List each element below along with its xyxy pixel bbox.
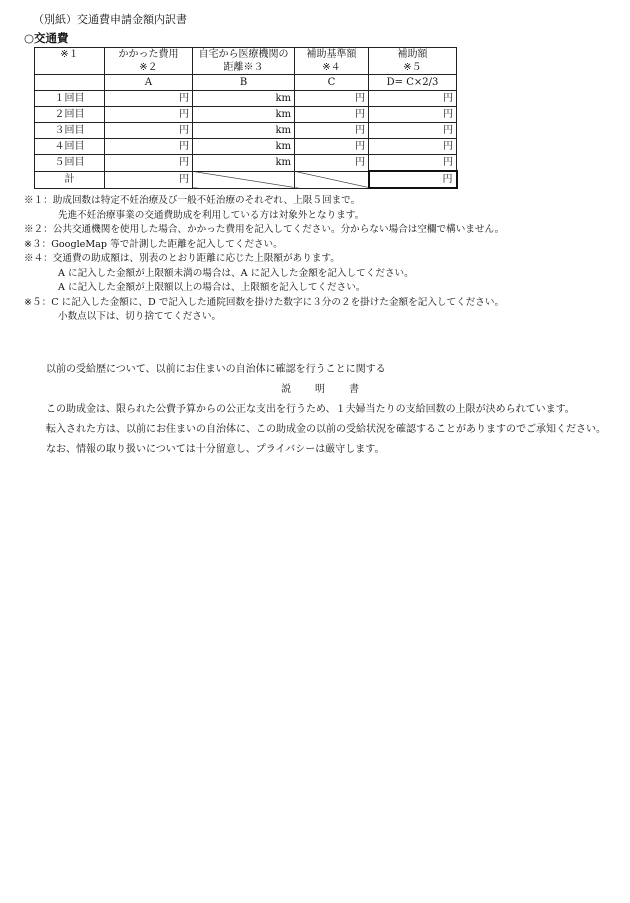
disabled-cell [295, 171, 369, 188]
row-label: ４回目 [35, 139, 105, 155]
note-line: ※５：C に記入した金額に、D で記入した通院回数を掛けた数字に３分の２を掛けた金額を記入してください。 [24, 296, 505, 308]
total-label: 計 [35, 171, 105, 188]
section-heading: ○交通費 [24, 31, 69, 45]
expense-table [34, 47, 458, 189]
disabled-cell [193, 171, 295, 188]
subsidy-cell[interactable]: 円 [369, 123, 457, 139]
heading-char: 明 [315, 384, 325, 395]
distance-cell[interactable]: km [193, 91, 295, 107]
explanation-paragraph: なお、情報の取り扱いについては十分留意し、プライバシーは厳守します。 [46, 444, 385, 455]
distance-cell[interactable]: km [193, 107, 295, 123]
note-line: ※３：GoogleMap 等で計測した距離を記入してください。 [24, 238, 283, 250]
explanation-heading [30, 380, 610, 400]
header-cell: 自宅から医療機関の距離※３ [193, 48, 295, 75]
base-amount-cell[interactable]: 円 [295, 107, 369, 123]
header-cell: 補助額 ※５ [369, 48, 457, 75]
row-label: ２回目 [35, 107, 105, 123]
table-row [35, 91, 457, 107]
base-amount-cell[interactable]: 円 [295, 155, 369, 172]
header-cell: 補助基準額 ※４ [295, 48, 369, 75]
subheader-cell: B [193, 75, 295, 91]
subsidy-cell[interactable]: 円 [369, 91, 457, 107]
explanation-paragraph: 転入された方は、以前にお住まいの自治体に、この助成金の以前の受給状況を確認することがありますのでご承知ください。 [46, 424, 606, 435]
note-line: A に記入した金額が上限額以上の場合は、上限額を記入してください。 [58, 282, 366, 293]
table-subheader-row [35, 75, 457, 91]
table-row [35, 139, 457, 155]
note-line: ※１：助成回数は特定不妊治療及び一般不妊治療のそれぞれ、上限５回まで。 [24, 195, 361, 206]
subheader-cell: A [105, 75, 193, 91]
heading-char: 書 [349, 384, 359, 395]
subsidy-cell[interactable]: 円 [369, 139, 457, 155]
base-amount-cell[interactable]: 円 [295, 139, 369, 155]
explanation-section [30, 360, 610, 460]
row-label: ５回目 [35, 155, 105, 172]
table-total-row [35, 171, 457, 188]
subsidy-cell[interactable]: 円 [369, 155, 457, 172]
distance-cell[interactable]: km [193, 139, 295, 155]
base-amount-cell[interactable]: 円 [295, 91, 369, 107]
note-line: A に記入した金額が上限額未満の場合は、A に記入した金額を記入してください。 [58, 267, 414, 279]
subheader-cell: C [295, 75, 369, 91]
note-line: 小数点以下は、切り捨ててください。 [58, 311, 222, 322]
heading-char: 説 [281, 384, 291, 395]
note-line: 先進不妊治療事業の交通費助成を利用している方は対象外となります。 [58, 209, 365, 221]
notes-section [24, 194, 504, 325]
table-row [35, 123, 457, 139]
document-title: （別紙）交通費申請金額内訳書 [33, 13, 187, 26]
table-row [35, 107, 457, 123]
subheader-cell [35, 75, 105, 91]
note-line: ※４：交通費の助成額は、別表のとおり距離に応じた上限額があります。 [24, 253, 340, 264]
cost-cell[interactable]: 円 [105, 123, 193, 139]
distance-cell[interactable]: km [193, 155, 295, 172]
note-line: ※２：公共交通機関を使用した場合、かかった費用を記入してください。分からない場合は空欄で構いません。 [24, 224, 505, 235]
cost-cell[interactable]: 円 [105, 139, 193, 155]
explanation-intro: 以前の受給歴について、以前にお住まいの自治体に確認を行うことに関する [46, 364, 386, 375]
header-cell: かかった費用 ※２ [105, 48, 193, 75]
table-row [35, 155, 457, 172]
cost-cell[interactable]: 円 [105, 107, 193, 123]
row-label: １回目 [35, 91, 105, 107]
base-amount-cell[interactable]: 円 [295, 123, 369, 139]
total-subsidy-cell[interactable]: 円 [369, 171, 457, 188]
table-header-row [35, 48, 457, 75]
explanation-paragraph: この助成金は、限られた公費予算からの公正な支出を行うため、１夫婦当たりの支給回数の上限が決められています。 [46, 404, 575, 415]
distance-cell[interactable]: km [193, 123, 295, 139]
total-cost-cell[interactable]: 円 [105, 171, 193, 188]
subheader-cell: D= C×2/3 [369, 75, 457, 91]
cost-cell[interactable]: 円 [105, 91, 193, 107]
cost-cell[interactable]: 円 [105, 155, 193, 172]
header-cell: ※１ [35, 48, 105, 75]
row-label: ３回目 [35, 123, 105, 139]
subsidy-cell[interactable]: 円 [369, 107, 457, 123]
